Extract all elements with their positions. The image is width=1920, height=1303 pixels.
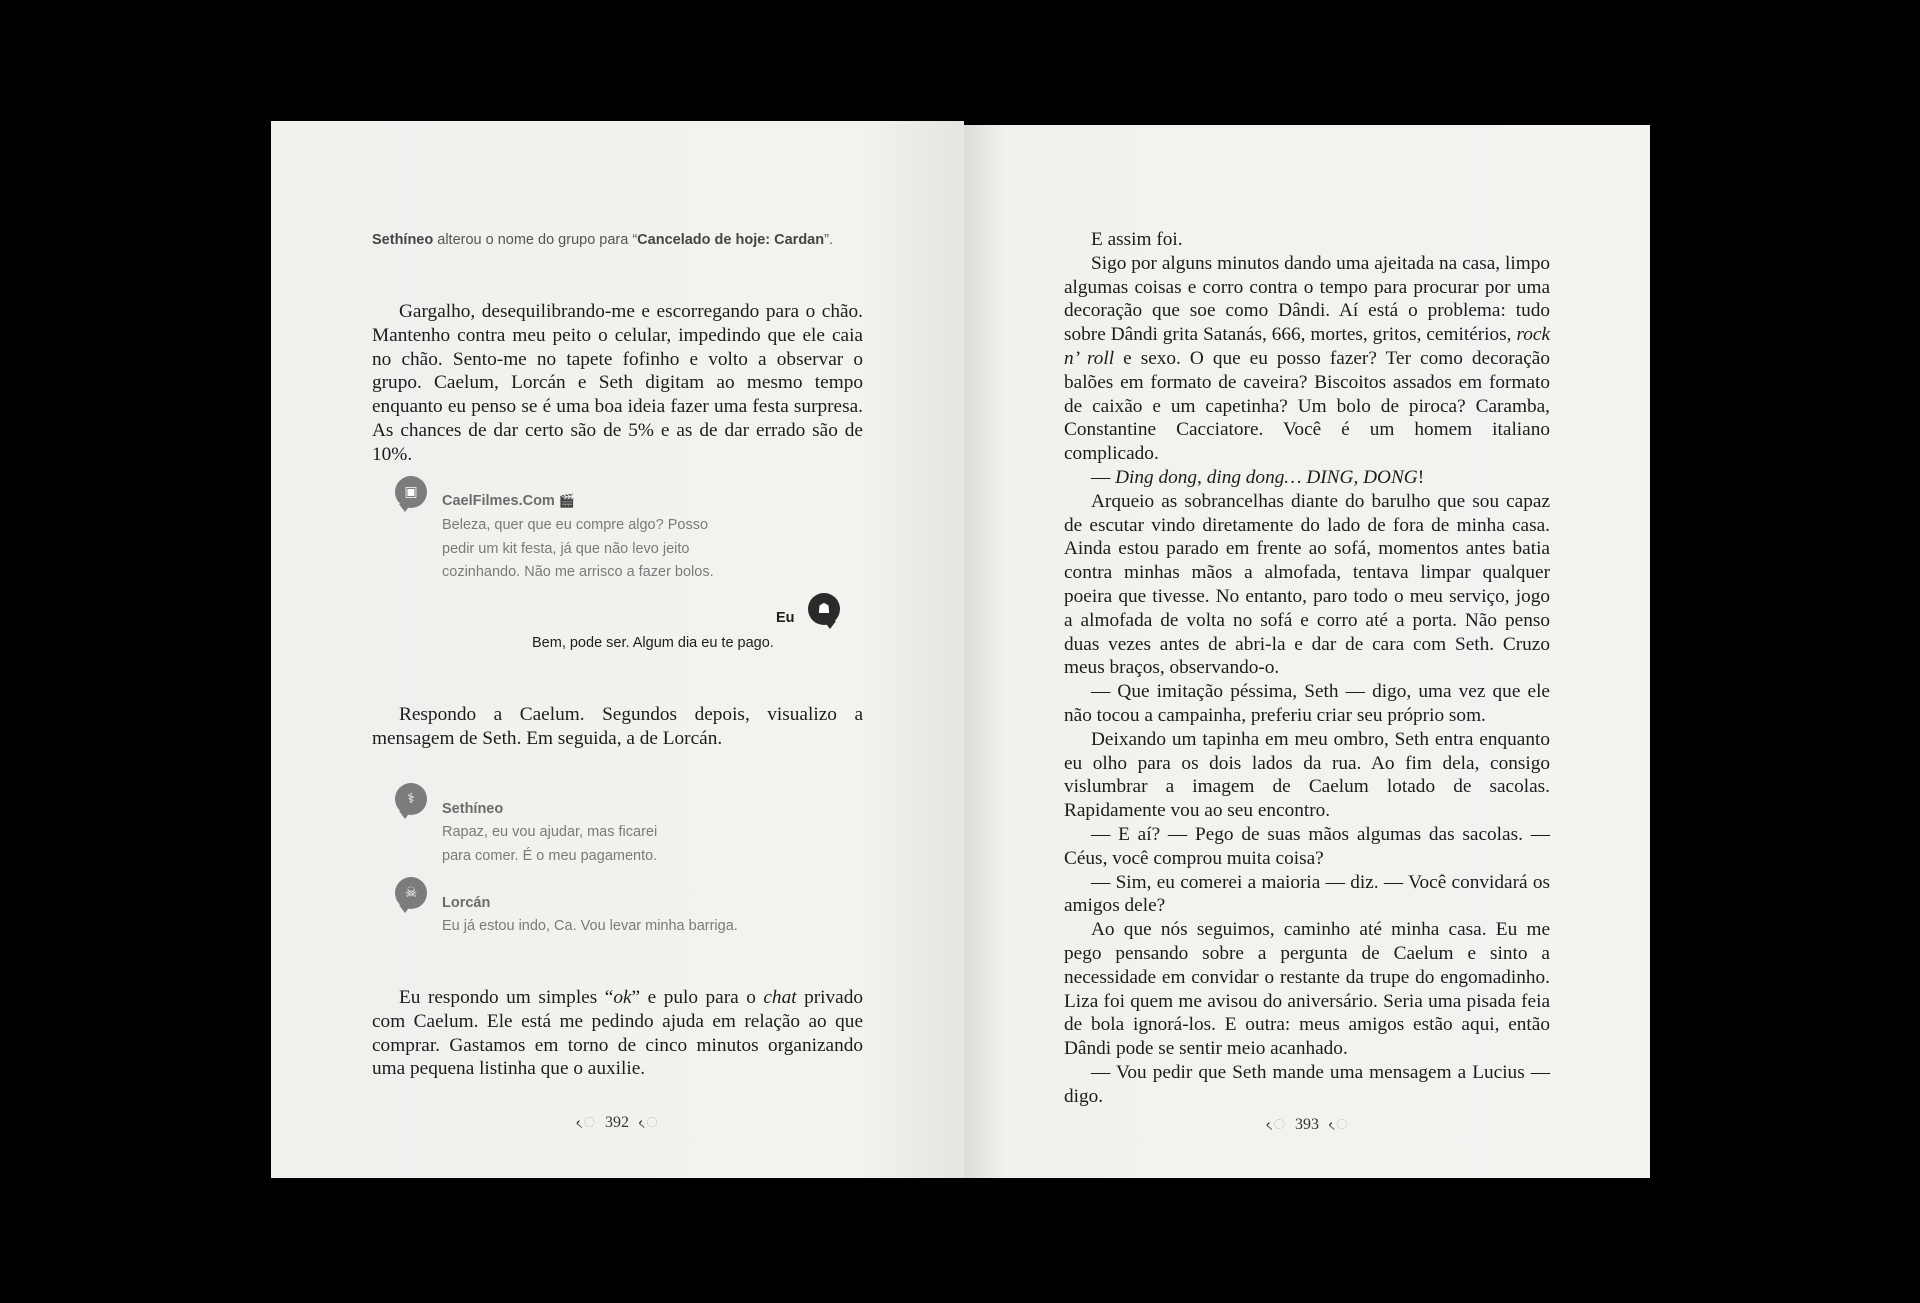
paragraph-respondo: Respondo a Caelum. Segundos depois, visualizo a mensagem de Seth. Em seguida, a de Lorcán.	[372, 704, 863, 749]
ornament-left-icon: ᨙ	[576, 1115, 595, 1131]
group-new-name: Cancelado de hoje: Cardan	[637, 232, 825, 248]
paragraph-tapinha: Deixando um tapinha em meu ombro, Seth entra enquanto eu olho para os dois lados da rua. Ao fim dela, consigo vislumbrar a imagem de Caelum lotado de sacolas. Rapidamente vou ao seu encontro.	[1064, 728, 1550, 822]
paragraph-assim-foi: E assim foi.	[1091, 229, 1183, 250]
chat-sender-eu: Eu	[776, 610, 795, 626]
skull-icon: ☠	[404, 885, 418, 901]
clapper-icon: 🎬	[558, 494, 576, 509]
sethineo-avatar	[395, 783, 427, 815]
ornament-right-icon: ᨙ	[639, 1115, 658, 1131]
ghost-icon: ☗	[817, 601, 831, 617]
chat-message-sethineo: Rapaz, eu vou ajudar, mas ficarei para comer. É o meu pagamento.	[442, 824, 658, 864]
system-tail: ”.	[824, 232, 833, 248]
paragraph-vou-pedir: — Vou pedir que Seth mande uma mensagem a Lucius — digo.	[1064, 1061, 1550, 1107]
caelum-avatar	[395, 476, 427, 508]
camera-icon: ▣	[404, 484, 418, 500]
paragraph-ao-que: Ao que nós seguimos, caminho até minha casa. Eu me pego pensando sobre a pergunta de Caelum e sinto a necessidade em convidar o restante da trupe do engomadinho. Liza foi quem me avisou do aniversário. Seria uma pisada feia de bola ignorá-los. E outra: meus amigos estão aqui, então Dândi pode se sentir meio acanhado.	[1064, 919, 1550, 1060]
stethoscope-icon: ⚕	[407, 791, 415, 807]
right-page	[964, 125, 1650, 1178]
system-text: alterou o nome do grupo para “	[433, 232, 638, 248]
chat-sender-lorcan: Lorcán	[442, 895, 491, 911]
page-number-left: ᨙ 392 ᨙ	[576, 1114, 658, 1131]
paragraph-imitacao: — Que imitação péssima, Seth — digo, uma vez que ele não tocou a campainha, preferiu criar seu próprio som.	[1064, 681, 1550, 726]
paragraph-gargalho: Gargalho, desequilibrando-me e escorregando para o chão. Mantenho contra meu peito o celular, impedindo que ele caia no chão. Sento-me no tapete fofinho e volto a observar o grupo. Caelum, Lorcán e Seth digitam ao mesmo tempo enquanto eu penso se é uma boa ideia fazer uma festa surpresa. As chances de dar certo são de 5% e as de dar errado são de 10%.	[372, 301, 863, 465]
chat-sender-sethineo: Sethíneo	[442, 801, 504, 817]
ornament-right-icon: ᨙ	[1329, 1117, 1348, 1133]
group-rename-notice	[372, 232, 833, 248]
system-actor: Sethíneo	[372, 232, 434, 248]
paragraph-arqueio: Arqueio as sobrancelhas diante do barulho que sou capaz de escutar vindo diretamente do lado de fora de minha casa. Ainda estou parado em frente ao sofá, momentos antes batia contra minhas mãos a almofada, tentava limpar qualquer poeira que tivesse. No entanto, paro todo o meu serviço, jogo a almofada de volta no sofá e corro até a porta. Não penso duas vezes antes de abri-la e dar de cara com Seth. Cruzo meus braços, observando-o.	[1064, 490, 1550, 679]
paragraph-e-ai: — E aí? — Pego de suas mãos algumas das sacolas. — Céus, você comprou muita coisa?	[1064, 823, 1550, 869]
left-page	[271, 121, 964, 1178]
chat-message-lorcan: Eu já estou indo, Ca. Vou levar minha barriga.	[442, 918, 738, 934]
lorcan-avatar	[395, 877, 427, 909]
chat-sender-caelfilmes: CaelFilmes.Com 🎬	[442, 493, 576, 509]
paragraph-comerei: — Sim, eu comerei a maioria — diz. — Você convidará os amigos dele?	[1064, 871, 1550, 917]
paragraph-ding-dong: — Ding dong, ding dong… DING, DONG!	[1091, 466, 1425, 488]
ornament-left-icon: ᨙ	[1266, 1117, 1285, 1133]
chat-message-caelfilmes: Beleza, quer que eu compre algo? Posso pedir um kit festa, já que não levo jeito cozinhando. Não me arrisco a fazer bolos.	[442, 517, 714, 580]
page-number-right: ᨙ 393 ᨙ	[1266, 1116, 1348, 1133]
chat-message-eu: Bem, pode ser. Algum dia eu te pago.	[532, 635, 774, 651]
paragraph-sigo: Sigo por alguns minutos dando uma ajeitada na casa, limpo algumas coisas e corro contra o tempo para procurar por uma decoração que soe como Dândi. Aí está o problema: tudo sobre Dândi grita Satanás, 666, mortes, gritos, cemitérios, rock n’ roll e sexo. O que eu posso fazer? Ter como decoração balões em formato de caveira? Biscoitos assados em formato de caixão e um capetinha? Um bolo de piroca? Caramba, Constantine Cacciatore. Você é um homem italiano complicado.	[1064, 252, 1551, 465]
eu-avatar	[808, 593, 840, 625]
paragraph-eu-respondo: Eu respondo um simples “ok” e pulo para o chat privado com Caelum. Ele está me pedindo ajuda em relação ao que comprar. Gastamos em torno de cinco minutos organizando uma pequena listinha que o auxilie.	[372, 987, 864, 1080]
right-page-text	[1064, 228, 1550, 1108]
